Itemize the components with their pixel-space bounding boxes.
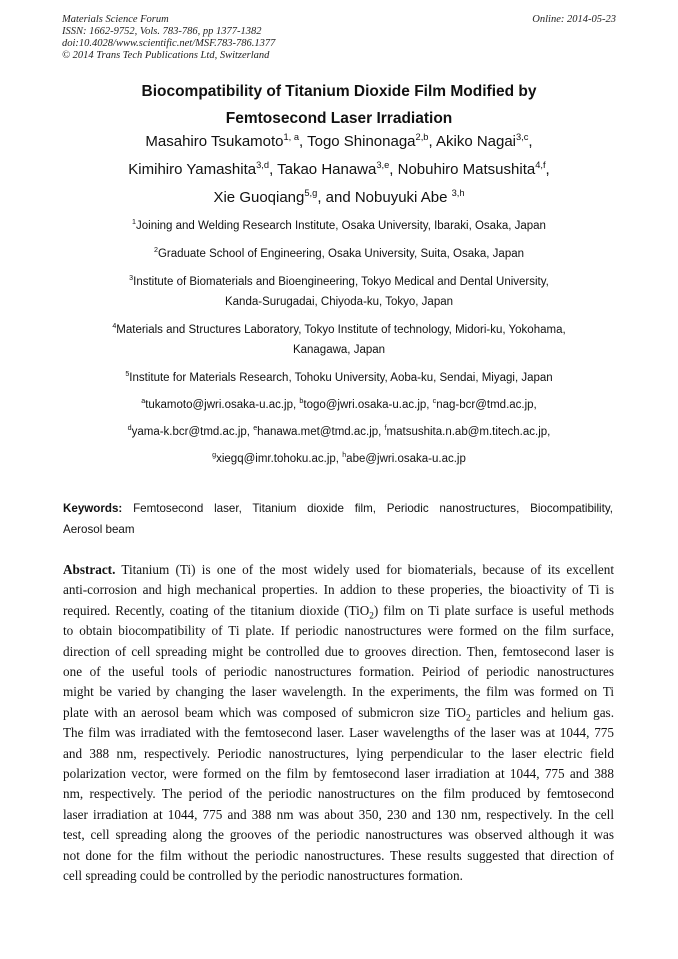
emails-line-2 — [0, 426, 678, 438]
author-name: Xie Guoqiang — [213, 189, 305, 206]
abstract-text: particles and helium gas. — [470, 704, 614, 720]
journal-name: Materials Science Forum — [62, 14, 169, 25]
authors-line-2 — [0, 161, 678, 178]
author-sep: , — [528, 133, 533, 150]
emails-line-1 — [0, 399, 678, 411]
author-name: , and Nobuyuki Abe — [317, 189, 452, 206]
author-sup: 2,b — [415, 132, 429, 142]
affiliation-1 — [0, 220, 678, 232]
title-line-1: Biocompatibility of Titanium Dioxide Film Modified by — [141, 83, 537, 100]
abstract-line: might be varied by changing the laser wavelength. In the experiments, the film was formed on Ti — [63, 684, 614, 700]
affiliation-5 — [0, 372, 678, 384]
author-sup: 3,d — [256, 160, 270, 170]
author-sup: 3,e — [376, 160, 390, 170]
affiliation-text: Institute of Biomaterials and Bioengineering, Tokyo Medical and Dental University, — [133, 276, 549, 288]
email-sup: h — [342, 451, 347, 460]
email-address[interactable]: abe@jwri.osaka-u.ac.jp — [346, 453, 466, 465]
email-sup: f — [384, 424, 387, 433]
emails-line-3 — [0, 453, 678, 465]
title-line-2: Femtosecond Laser Irradiation — [225, 110, 453, 127]
email-address[interactable]: hanawa.met@tmd.ac.jp, — [257, 426, 385, 438]
copyright-line: © 2014 Trans Tech Publications Ltd, Switzerland — [62, 50, 270, 61]
email-address[interactable]: tukamoto@jwri.osaka-u.ac.jp, — [145, 399, 300, 411]
keywords-text: Femtosecond laser, Titanium dioxide film, Periodic nanostructures, Biocompatibility, — [122, 502, 613, 515]
abstract-line: and 388 nm, respectively. Periodic nanostructures, lying perpendicular to the laser electric field — [63, 745, 614, 761]
online-date: Online: 2014-05-23 — [532, 14, 616, 25]
author-name: , Akiko Nagai — [428, 133, 517, 150]
affiliation-2 — [0, 248, 678, 260]
abstract-text: Titanium (Ti) is one of the most widely used for biomaterials, because of its excellent — [115, 562, 614, 577]
abstract-line: laser irradiation at 1044, 775 and 388 nm was about 350, 230 and 130 nm, respectively. In the cell — [63, 806, 614, 822]
affiliation-3-cont: Kanda-Surugadai, Chiyoda-ku, Tokyo, Japan — [224, 296, 454, 308]
email-sup: b — [299, 397, 304, 406]
author-sup: 3,c — [516, 132, 529, 142]
affiliation-4 — [0, 324, 678, 336]
email-address[interactable]: matsushita.n.ab@m.titech.ac.jp, — [386, 426, 551, 438]
author-name: , Nobuhiro Matsushita — [389, 161, 536, 178]
abstract-line: nm, respectively. The period of the periodic nanostructures on the film produced by femtosecond — [63, 786, 614, 802]
abstract-line: polarization vector, were formed on the film by femtosecond laser irradiation at 1044, 775 and 388 — [63, 766, 614, 782]
author-name: , Takao Hanawa — [269, 161, 377, 178]
affiliation-number: 2 — [153, 246, 158, 255]
email-address[interactable]: yama-k.bcr@tmd.ac.jp, — [131, 426, 254, 438]
affiliation-number: 3 — [129, 274, 134, 283]
keywords-line-2: Aerosol beam — [63, 523, 135, 536]
keywords-label: Keywords: — [63, 502, 123, 515]
affiliation-text: Graduate School of Engineering, Osaka University, Suita, Osaka, Japan — [157, 248, 525, 260]
abstract-line: cell spreading could be controlled by the periodic nanostructures formation. — [63, 868, 463, 884]
affiliation-text: Materials and Structures Laboratory, Tokyo Institute of technology, Midori-ku, Yokohama, — [116, 324, 566, 336]
doi-line[interactable]: doi:10.4028/www.scientific.net/MSF.783-786.1377 — [62, 38, 276, 49]
subscript: 2 — [369, 610, 374, 621]
subscript: 2 — [466, 712, 471, 723]
issn-line: ISSN: 1662-9752, Vols. 783-786, pp 1377-1382 — [62, 26, 262, 37]
keywords-section — [63, 498, 613, 540]
affiliation-3 — [0, 276, 678, 288]
abstract-label: Abstract. — [63, 562, 116, 577]
affiliation-text: Institute for Materials Research, Tohoku University, Aoba-ku, Sendai, Miyagi, Japan — [129, 372, 553, 384]
journal-header — [62, 14, 275, 62]
affiliation-text: Joining and Welding Research Institute, Osaka University, Ibaraki, Osaka, Japan — [136, 220, 546, 232]
author-name: , Togo Shinonaga — [299, 133, 416, 150]
abstract-line — [63, 560, 614, 580]
abstract-line: not done for the film without the periodic nanostructures. These results suggested that direction of — [63, 847, 614, 863]
author-sep: , — [545, 161, 550, 178]
authors-line-3 — [0, 189, 678, 206]
abstract-text: required. Recently, coating of the titanium dioxide (TiO — [63, 602, 370, 618]
email-sup: a — [141, 397, 146, 406]
affiliation-number: 5 — [125, 370, 130, 379]
email-sup: c — [432, 397, 437, 406]
abstract-line: The film was irradiated with the femtosecond laser. Laser wavelengths of the laser was at 1044, 775 — [63, 725, 614, 741]
abstract-text: plate with an aerosol beam which was composed of submicron size TiO — [63, 704, 466, 720]
affiliation-number: 1 — [132, 218, 136, 227]
author-name: Masahiro Tsukamoto — [145, 133, 284, 150]
abstract-text: ) film on Ti plate surface is useful methods — [373, 602, 615, 618]
email-address[interactable]: xiegq@imr.tohoku.ac.jp, — [216, 453, 343, 465]
affiliation-4-cont: Kanagawa, Japan — [292, 344, 386, 356]
author-sup: 3,h — [451, 188, 465, 198]
abstract-line: to obtain biocompatibility of Ti plate. If periodic nanostructures were formed on the film surface, — [63, 623, 614, 639]
keywords-line-1 — [63, 498, 613, 519]
abstract-line: anti-corrosion and high mechanical properties. In addion to these properies, the bioactivity of Ti is — [63, 582, 614, 598]
abstract-line: one of the useful tools of periodic nanostructures formation. Peiriod of periodic nanostructures — [63, 664, 614, 680]
email-sup: d — [127, 424, 132, 433]
author-name: Kimihiro Yamashita — [128, 161, 257, 178]
author-sup: 5,g — [304, 188, 318, 198]
abstract-line — [63, 601, 614, 621]
email-address[interactable]: nag-bcr@tmd.ac.jp, — [436, 399, 537, 411]
abstract-line — [63, 703, 614, 723]
abstract-line: test, cell spreading along the grooves of the periodic nanostructures was observed although it was — [63, 827, 614, 843]
author-sup: 4,f — [535, 160, 546, 170]
email-sup: g — [212, 451, 217, 460]
author-sup: 1, a — [283, 132, 300, 142]
abstract-section — [63, 560, 614, 887]
abstract-line: direction of cell spreading might be controlled due to grooves direction. Then, femtosecond laser is — [63, 643, 614, 659]
authors-line-1 — [0, 133, 678, 150]
email-sup: e — [253, 424, 258, 433]
affiliation-number: 4 — [112, 322, 117, 331]
email-address[interactable]: togo@jwri.osaka-u.ac.jp, — [303, 399, 433, 411]
